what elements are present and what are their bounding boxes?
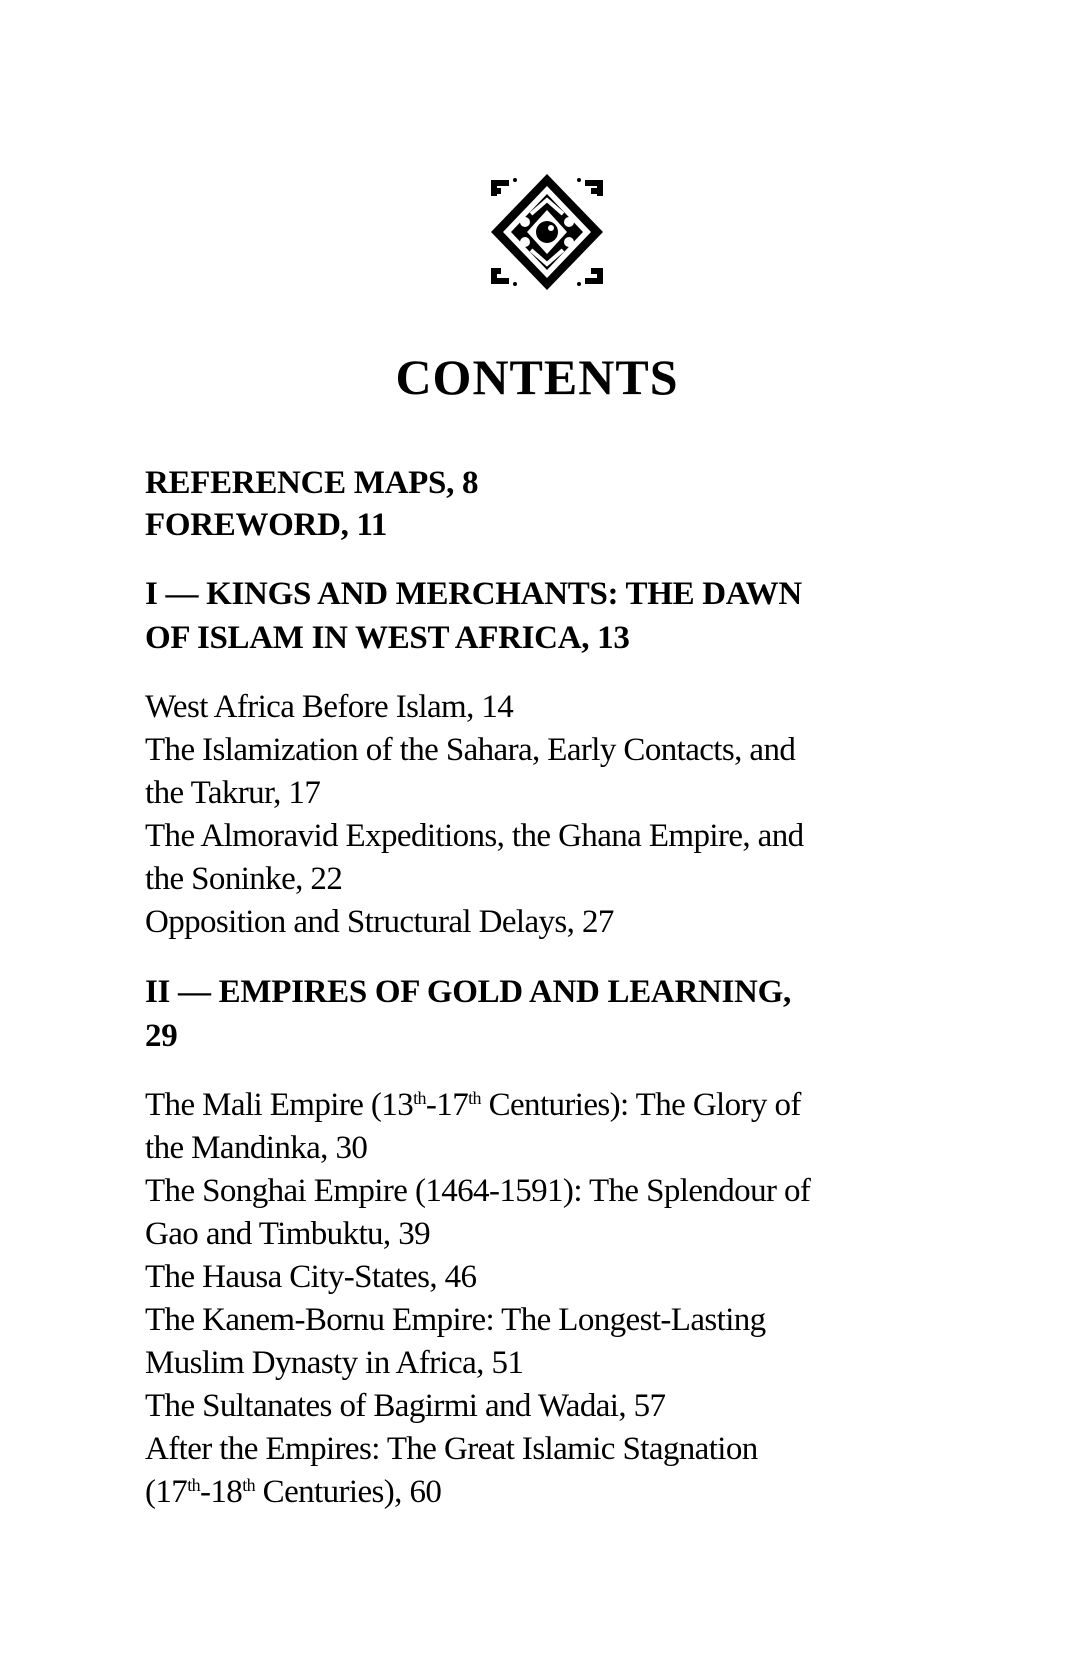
toc-entry-text: the Soninke, 22 [145,861,343,897]
toc-entry-text: The Islamization of the Sahara, Early Contacts, and [145,732,796,768]
toc-entry-text: The Kanem-Bornu Empire: The Longest-Lasting [145,1302,766,1338]
toc-entry-text: Opposition and Structural Delays, 27 [145,904,614,940]
chapter-heading-line: OF ISLAM IN WEST AFRICA, 13 [145,620,630,656]
table-of-contents [145,462,945,1514]
toc-entry-reference-maps[interactable]: REFERENCE MAPS, 8 [145,465,479,501]
toc-entry[interactable] [145,1385,945,1428]
toc-entry[interactable] [145,1428,945,1514]
toc-entry-text: the Takrur, 17 [145,775,321,811]
toc-entry[interactable] [145,815,945,901]
toc-entry-text: The Hausa City-States, 46 [145,1259,477,1295]
toc-entry-text: The Mali Empire (13th-17th Centuries): The Glory of [145,1087,801,1123]
chapter-heading-1[interactable] [145,572,945,660]
toc-entry[interactable] [145,729,945,815]
toc-entry-text: The Sultanates of Bagirmi and Wadai, 57 [145,1388,666,1424]
toc-entry-text: the Mandinka, 30 [145,1130,368,1166]
toc-entry[interactable] [145,1256,945,1299]
chapter-heading-line: II — EMPIRES OF GOLD AND LEARNING, [145,974,791,1010]
toc-entry-text: The Songhai Empire (1464-1591): The Splendour of [145,1173,811,1209]
toc-entry-text: (17th-18th Centuries), 60 [145,1474,442,1510]
chapter-heading-line: I — KINGS AND MERCHANTS: THE DAWN [145,576,802,612]
toc-entry[interactable] [145,1084,945,1170]
toc-entry-foreword[interactable]: FOREWORD, 11 [145,507,388,543]
page-title: CONTENTS [395,349,679,405]
toc-entry-text: After the Empires: The Great Islamic Stagnation [145,1431,758,1467]
toc-entry[interactable] [145,901,945,944]
chapter-1-sections [145,686,945,944]
toc-entry-text: The Almoravid Expeditions, the Ghana Empire, and [145,818,804,854]
toc-entry-text: West Africa Before Islam, 14 [145,689,514,725]
toc-entry[interactable] [145,1299,945,1385]
chapter-heading-2[interactable] [145,970,945,1058]
toc-entry[interactable] [145,1170,945,1256]
toc-entry[interactable] [145,686,945,729]
chapter-2-sections [145,1084,945,1514]
chapter-heading-line: 29 [145,1018,178,1054]
toc-entry-text: Gao and Timbuktu, 39 [145,1216,431,1252]
ornament-icon [487,170,607,294]
toc-entry-text: Muslim Dynasty in Africa, 51 [145,1345,524,1381]
